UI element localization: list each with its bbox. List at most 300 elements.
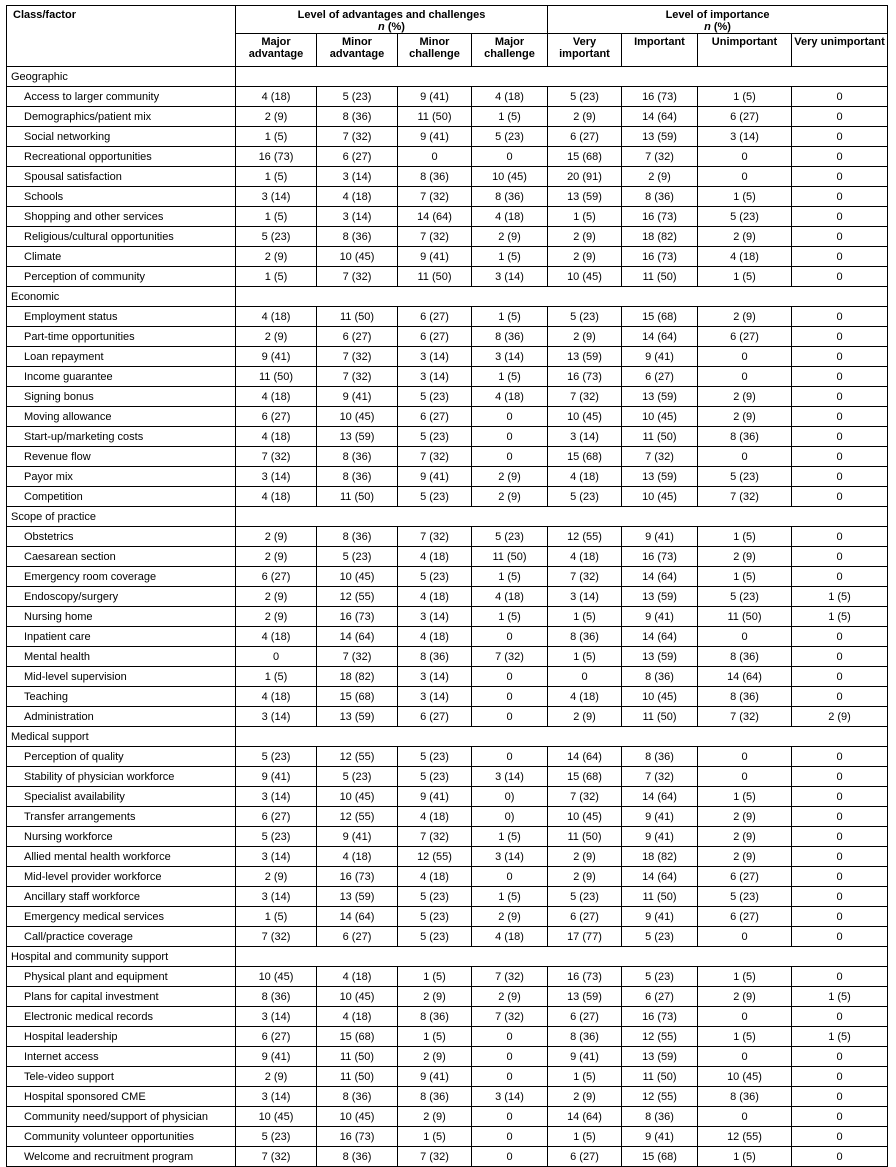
- factor-label: Signing bonus: [7, 387, 236, 407]
- value-cell: 16 (73): [548, 367, 622, 387]
- value-cell: 1 (5): [698, 567, 792, 587]
- value-cell: 8 (36): [317, 1087, 398, 1107]
- value-cell: 0: [472, 1127, 548, 1147]
- value-cell: 2 (9): [236, 107, 317, 127]
- header-n-label: n: [378, 21, 385, 33]
- value-cell: 0: [792, 407, 888, 427]
- value-cell: 8 (36): [236, 987, 317, 1007]
- factor-label: Administration: [7, 707, 236, 727]
- value-cell: 1 (5): [472, 567, 548, 587]
- value-cell: 11 (50): [622, 707, 698, 727]
- header-group-advantages-title: Level of advantages and challenges: [297, 9, 486, 21]
- value-cell: 1 (5): [398, 1027, 472, 1047]
- value-cell: 0: [698, 167, 792, 187]
- value-cell: 0: [698, 367, 792, 387]
- table-row: [7, 187, 888, 207]
- value-cell: 13 (59): [622, 387, 698, 407]
- table-row: [7, 467, 888, 487]
- table-row: [7, 1087, 888, 1107]
- value-cell: 12 (55): [398, 847, 472, 867]
- value-cell: 5 (23): [398, 907, 472, 927]
- value-cell: 7 (32): [472, 967, 548, 987]
- value-cell: 4 (18): [236, 427, 317, 447]
- table-row: [7, 927, 888, 947]
- value-cell: 8 (36): [317, 527, 398, 547]
- value-cell: 0: [472, 667, 548, 687]
- table-row: [7, 707, 888, 727]
- value-cell: 0: [792, 1047, 888, 1067]
- value-cell: 0: [472, 447, 548, 467]
- value-cell: 2 (9): [398, 1107, 472, 1127]
- factor-label: Specialist availability: [7, 787, 236, 807]
- value-cell: 4 (18): [398, 627, 472, 647]
- value-cell: 16 (73): [622, 247, 698, 267]
- table-row: [7, 667, 888, 687]
- factor-label: Internet access: [7, 1047, 236, 1067]
- value-cell: 0: [792, 867, 888, 887]
- value-cell: 1 (5): [472, 107, 548, 127]
- value-cell: 4 (18): [472, 87, 548, 107]
- value-cell: 2 (9): [698, 547, 792, 567]
- value-cell: 2 (9): [698, 307, 792, 327]
- value-cell: 1 (5): [698, 787, 792, 807]
- header-class-factor: Class/factor: [7, 6, 236, 67]
- value-cell: 11 (50): [622, 427, 698, 447]
- value-cell: 1 (5): [548, 607, 622, 627]
- value-cell: 12 (55): [622, 1027, 698, 1047]
- value-cell: 0: [698, 767, 792, 787]
- value-cell: 4 (18): [472, 387, 548, 407]
- value-cell: 16 (73): [317, 867, 398, 887]
- value-cell: 5 (23): [236, 827, 317, 847]
- value-cell: 6 (27): [317, 147, 398, 167]
- value-cell: 13 (59): [548, 987, 622, 1007]
- value-cell: 0: [792, 1127, 888, 1147]
- factor-label: Perception of quality: [7, 747, 236, 767]
- table-row: [7, 1107, 888, 1127]
- value-cell: 16 (73): [317, 607, 398, 627]
- value-cell: 7 (32): [698, 707, 792, 727]
- value-cell: 15 (68): [317, 687, 398, 707]
- value-cell: 14 (64): [698, 667, 792, 687]
- value-cell: 7 (32): [548, 567, 622, 587]
- value-cell: 1 (5): [698, 87, 792, 107]
- value-cell: 3 (14): [472, 767, 548, 787]
- value-cell: 2 (9): [398, 1047, 472, 1067]
- value-cell: 13 (59): [622, 647, 698, 667]
- table-row: [7, 687, 888, 707]
- value-cell: 9 (41): [622, 527, 698, 547]
- value-cell: 0: [472, 407, 548, 427]
- header-col-unimportant: Unimportant: [698, 34, 792, 67]
- value-cell: 0: [472, 687, 548, 707]
- factor-label: Start-up/marketing costs: [7, 427, 236, 447]
- value-cell: 4 (18): [548, 467, 622, 487]
- header-col-very-important: Very important: [548, 34, 622, 67]
- factor-label: Religious/cultural opportunities: [7, 227, 236, 247]
- value-cell: 11 (50): [622, 267, 698, 287]
- value-cell: 9 (41): [622, 347, 698, 367]
- value-cell: 11 (50): [622, 1067, 698, 1087]
- value-cell: 2 (9): [698, 987, 792, 1007]
- factor-label: Nursing home: [7, 607, 236, 627]
- value-cell: 13 (59): [317, 887, 398, 907]
- value-cell: 0): [472, 807, 548, 827]
- value-cell: 0: [792, 787, 888, 807]
- factor-label: Mid-level supervision: [7, 667, 236, 687]
- value-cell: 0: [698, 1047, 792, 1067]
- value-cell: 0: [792, 927, 888, 947]
- value-cell: 0: [792, 487, 888, 507]
- value-cell: 1 (5): [698, 1147, 792, 1167]
- value-cell: 12 (55): [317, 587, 398, 607]
- value-cell: 8 (36): [472, 327, 548, 347]
- value-cell: 6 (27): [548, 127, 622, 147]
- value-cell: 3 (14): [236, 847, 317, 867]
- value-cell: 13 (59): [317, 707, 398, 727]
- value-cell: 0: [698, 1007, 792, 1027]
- value-cell: 7 (32): [317, 347, 398, 367]
- value-cell: 1 (5): [472, 827, 548, 847]
- value-cell: 0: [792, 87, 888, 107]
- value-cell: 0: [698, 927, 792, 947]
- value-cell: 3 (14): [398, 687, 472, 707]
- value-cell: 13 (59): [622, 587, 698, 607]
- value-cell: 1 (5): [236, 907, 317, 927]
- factor-label: Mid-level provider workforce: [7, 867, 236, 887]
- value-cell: 11 (50): [317, 1047, 398, 1067]
- value-cell: 0: [792, 307, 888, 327]
- value-cell: 3 (14): [236, 887, 317, 907]
- value-cell: 0: [472, 1027, 548, 1047]
- value-cell: 11 (50): [317, 1067, 398, 1087]
- value-cell: 13 (59): [622, 467, 698, 487]
- value-cell: 0: [792, 347, 888, 367]
- category-row: [7, 67, 888, 87]
- value-cell: 9 (41): [622, 807, 698, 827]
- factor-label: Social networking: [7, 127, 236, 147]
- value-cell: 3 (14): [236, 707, 317, 727]
- value-cell: 4 (18): [236, 387, 317, 407]
- value-cell: 4 (18): [236, 687, 317, 707]
- value-cell: 7 (32): [548, 387, 622, 407]
- value-cell: 5 (23): [698, 887, 792, 907]
- value-cell: 9 (41): [236, 347, 317, 367]
- value-cell: 10 (45): [622, 487, 698, 507]
- value-cell: 12 (55): [548, 527, 622, 547]
- value-cell: 6 (27): [317, 927, 398, 947]
- value-cell: 0: [792, 847, 888, 867]
- value-cell: 14 (64): [317, 627, 398, 647]
- value-cell: 2 (9): [548, 247, 622, 267]
- value-cell: 14 (64): [317, 907, 398, 927]
- value-cell: 0: [698, 1107, 792, 1127]
- value-cell: 3 (14): [398, 347, 472, 367]
- factor-label: Tele-video support: [7, 1067, 236, 1087]
- value-cell: 6 (27): [548, 907, 622, 927]
- value-cell: 0: [792, 967, 888, 987]
- value-cell: 0: [792, 527, 888, 547]
- value-cell: 0: [792, 1067, 888, 1087]
- value-cell: 5 (23): [622, 967, 698, 987]
- value-cell: 11 (50): [548, 827, 622, 847]
- value-cell: 6 (27): [698, 867, 792, 887]
- header-group-importance-title: Level of importance: [665, 9, 770, 21]
- table-row: [7, 1147, 888, 1167]
- value-cell: 8 (36): [698, 687, 792, 707]
- value-cell: 0: [472, 1147, 548, 1167]
- value-cell: 2 (9): [698, 807, 792, 827]
- value-cell: 3 (14): [398, 667, 472, 687]
- table-row: [7, 647, 888, 667]
- table-row: [7, 247, 888, 267]
- header-n-label: n: [704, 21, 711, 33]
- value-cell: 2 (9): [698, 847, 792, 867]
- value-cell: 2 (9): [472, 487, 548, 507]
- value-cell: 13 (59): [548, 347, 622, 367]
- category-row: [7, 287, 888, 307]
- value-cell: 1 (5): [548, 647, 622, 667]
- value-cell: 3 (14): [472, 847, 548, 867]
- category-label: Hospital and community support: [7, 947, 236, 967]
- value-cell: 1 (5): [236, 127, 317, 147]
- value-cell: 13 (59): [622, 1047, 698, 1067]
- table-row: [7, 147, 888, 167]
- category-label: Economic: [7, 287, 236, 307]
- table-row: [7, 227, 888, 247]
- value-cell: 7 (32): [398, 527, 472, 547]
- value-cell: 3 (14): [236, 787, 317, 807]
- value-cell: 2 (9): [622, 167, 698, 187]
- value-cell: 18 (82): [622, 847, 698, 867]
- value-cell: 7 (32): [236, 927, 317, 947]
- value-cell: 4 (18): [398, 547, 472, 567]
- value-cell: 8 (36): [698, 427, 792, 447]
- value-cell: 5 (23): [622, 927, 698, 947]
- value-cell: 0: [792, 627, 888, 647]
- value-cell: 5 (23): [236, 747, 317, 767]
- survey-table: [6, 5, 888, 1167]
- factor-label: Ancillary staff workforce: [7, 887, 236, 907]
- value-cell: 12 (55): [317, 747, 398, 767]
- value-cell: 1 (5): [698, 187, 792, 207]
- value-cell: 4 (18): [317, 847, 398, 867]
- value-cell: 7 (32): [398, 827, 472, 847]
- value-cell: 1 (5): [792, 587, 888, 607]
- value-cell: 4 (18): [398, 807, 472, 827]
- value-cell: 2 (9): [398, 987, 472, 1007]
- value-cell: 3 (14): [236, 1087, 317, 1107]
- value-cell: 1 (5): [698, 527, 792, 547]
- value-cell: 8 (36): [622, 1107, 698, 1127]
- value-cell: 6 (27): [236, 807, 317, 827]
- value-cell: 2 (9): [548, 867, 622, 887]
- value-cell: 1 (5): [236, 667, 317, 687]
- value-cell: 4 (18): [398, 867, 472, 887]
- value-cell: 1 (5): [472, 887, 548, 907]
- value-cell: 0: [792, 107, 888, 127]
- value-cell: 8 (36): [622, 667, 698, 687]
- value-cell: 1 (5): [698, 967, 792, 987]
- value-cell: 14 (64): [548, 747, 622, 767]
- value-cell: 1 (5): [548, 1127, 622, 1147]
- table-row: [7, 447, 888, 467]
- value-cell: 5 (23): [698, 467, 792, 487]
- value-cell: 9 (41): [236, 767, 317, 787]
- factor-label: Nursing workforce: [7, 827, 236, 847]
- value-cell: 8 (36): [548, 627, 622, 647]
- value-cell: 2 (9): [236, 247, 317, 267]
- value-cell: 0: [398, 147, 472, 167]
- value-cell: 2 (9): [548, 227, 622, 247]
- table-row: [7, 307, 888, 327]
- value-cell: 15 (68): [622, 1147, 698, 1167]
- value-cell: 4 (18): [236, 627, 317, 647]
- header-row-groups: [7, 6, 888, 34]
- value-cell: 12 (55): [317, 807, 398, 827]
- value-cell: 13 (59): [622, 127, 698, 147]
- header-group-importance: [548, 6, 888, 34]
- value-cell: 0: [792, 387, 888, 407]
- factor-label: Welcome and recruitment program: [7, 1147, 236, 1167]
- factor-label: Loan repayment: [7, 347, 236, 367]
- header-pct-label: (%): [384, 21, 405, 33]
- value-cell: 8 (36): [622, 187, 698, 207]
- value-cell: 10 (45): [622, 407, 698, 427]
- value-cell: 0: [792, 247, 888, 267]
- value-cell: 3 (14): [472, 1087, 548, 1107]
- value-cell: 7 (32): [317, 267, 398, 287]
- value-cell: 14 (64): [622, 107, 698, 127]
- value-cell: 1 (5): [472, 307, 548, 327]
- table-row: [7, 1007, 888, 1027]
- value-cell: 1 (5): [792, 987, 888, 1007]
- value-cell: 8 (36): [398, 167, 472, 187]
- table-row: [7, 427, 888, 447]
- header-col-very-unimportant: Very unimportant: [792, 34, 888, 67]
- factor-label: Income guarantee: [7, 367, 236, 387]
- value-cell: 6 (27): [398, 327, 472, 347]
- header-col-minor-challenge: Minor challenge: [398, 34, 472, 67]
- value-cell: 8 (36): [698, 1087, 792, 1107]
- value-cell: 0: [698, 627, 792, 647]
- table-row: [7, 487, 888, 507]
- header-col-major-advantage: Major advantage: [236, 34, 317, 67]
- table-container: [6, 5, 888, 1167]
- table-row: [7, 87, 888, 107]
- table-row: [7, 107, 888, 127]
- table-row: [7, 407, 888, 427]
- value-cell: 2 (9): [236, 327, 317, 347]
- value-cell: 9 (41): [622, 607, 698, 627]
- value-cell: 10 (45): [548, 807, 622, 827]
- value-cell: 5 (23): [236, 227, 317, 247]
- value-cell: 7 (32): [398, 1147, 472, 1167]
- value-cell: 0: [792, 267, 888, 287]
- value-cell: 16 (73): [548, 967, 622, 987]
- value-cell: 10 (45): [698, 1067, 792, 1087]
- value-cell: 14 (64): [622, 787, 698, 807]
- table-row: [7, 787, 888, 807]
- value-cell: 1 (5): [698, 267, 792, 287]
- value-cell: 13 (59): [548, 187, 622, 207]
- value-cell: 3 (14): [236, 187, 317, 207]
- value-cell: 10 (45): [548, 407, 622, 427]
- value-cell: 4 (18): [398, 587, 472, 607]
- value-cell: 8 (36): [698, 647, 792, 667]
- value-cell: 0: [792, 327, 888, 347]
- value-cell: 0): [472, 787, 548, 807]
- factor-label: Transfer arrangements: [7, 807, 236, 827]
- value-cell: 9 (41): [398, 787, 472, 807]
- value-cell: 2 (9): [472, 907, 548, 927]
- value-cell: 0: [472, 627, 548, 647]
- value-cell: 4 (18): [317, 967, 398, 987]
- factor-label: Call/practice coverage: [7, 927, 236, 947]
- value-cell: 8 (36): [317, 447, 398, 467]
- factor-label: Recreational opportunities: [7, 147, 236, 167]
- value-cell: 2 (9): [236, 527, 317, 547]
- value-cell: 9 (41): [622, 907, 698, 927]
- value-cell: 5 (23): [698, 587, 792, 607]
- value-cell: 10 (45): [622, 687, 698, 707]
- category-spacer: [236, 287, 888, 307]
- factor-label: Competition: [7, 487, 236, 507]
- table-row: [7, 167, 888, 187]
- table-row: [7, 867, 888, 887]
- value-cell: 6 (27): [317, 327, 398, 347]
- value-cell: 14 (64): [398, 207, 472, 227]
- value-cell: 3 (14): [398, 367, 472, 387]
- value-cell: 6 (27): [698, 327, 792, 347]
- header-col-important: Important: [622, 34, 698, 67]
- value-cell: 9 (41): [317, 827, 398, 847]
- value-cell: 8 (36): [398, 1007, 472, 1027]
- table-row: [7, 967, 888, 987]
- value-cell: 0: [792, 447, 888, 467]
- factor-label: Employment status: [7, 307, 236, 327]
- value-cell: 9 (41): [398, 127, 472, 147]
- factor-label: Hospital leadership: [7, 1027, 236, 1047]
- value-cell: 8 (36): [317, 227, 398, 247]
- value-cell: 0: [792, 467, 888, 487]
- value-cell: 3 (14): [548, 587, 622, 607]
- value-cell: 5 (23): [398, 747, 472, 767]
- value-cell: 0: [792, 807, 888, 827]
- value-cell: 6 (27): [548, 1007, 622, 1027]
- value-cell: 1 (5): [236, 167, 317, 187]
- value-cell: 10 (45): [317, 247, 398, 267]
- category-row: [7, 727, 888, 747]
- value-cell: 0: [792, 367, 888, 387]
- value-cell: 11 (50): [317, 487, 398, 507]
- table-row: [7, 987, 888, 1007]
- value-cell: 11 (50): [698, 607, 792, 627]
- value-cell: 0: [472, 707, 548, 727]
- value-cell: 16 (73): [236, 147, 317, 167]
- value-cell: 7 (32): [398, 187, 472, 207]
- category-row: [7, 947, 888, 967]
- category-spacer: [236, 947, 888, 967]
- table-row: [7, 347, 888, 367]
- value-cell: 0: [792, 227, 888, 247]
- value-cell: 5 (23): [548, 307, 622, 327]
- category-label: Medical support: [7, 727, 236, 747]
- table-row: [7, 207, 888, 227]
- value-cell: 7 (32): [622, 147, 698, 167]
- value-cell: 0: [792, 1107, 888, 1127]
- value-cell: 11 (50): [622, 887, 698, 907]
